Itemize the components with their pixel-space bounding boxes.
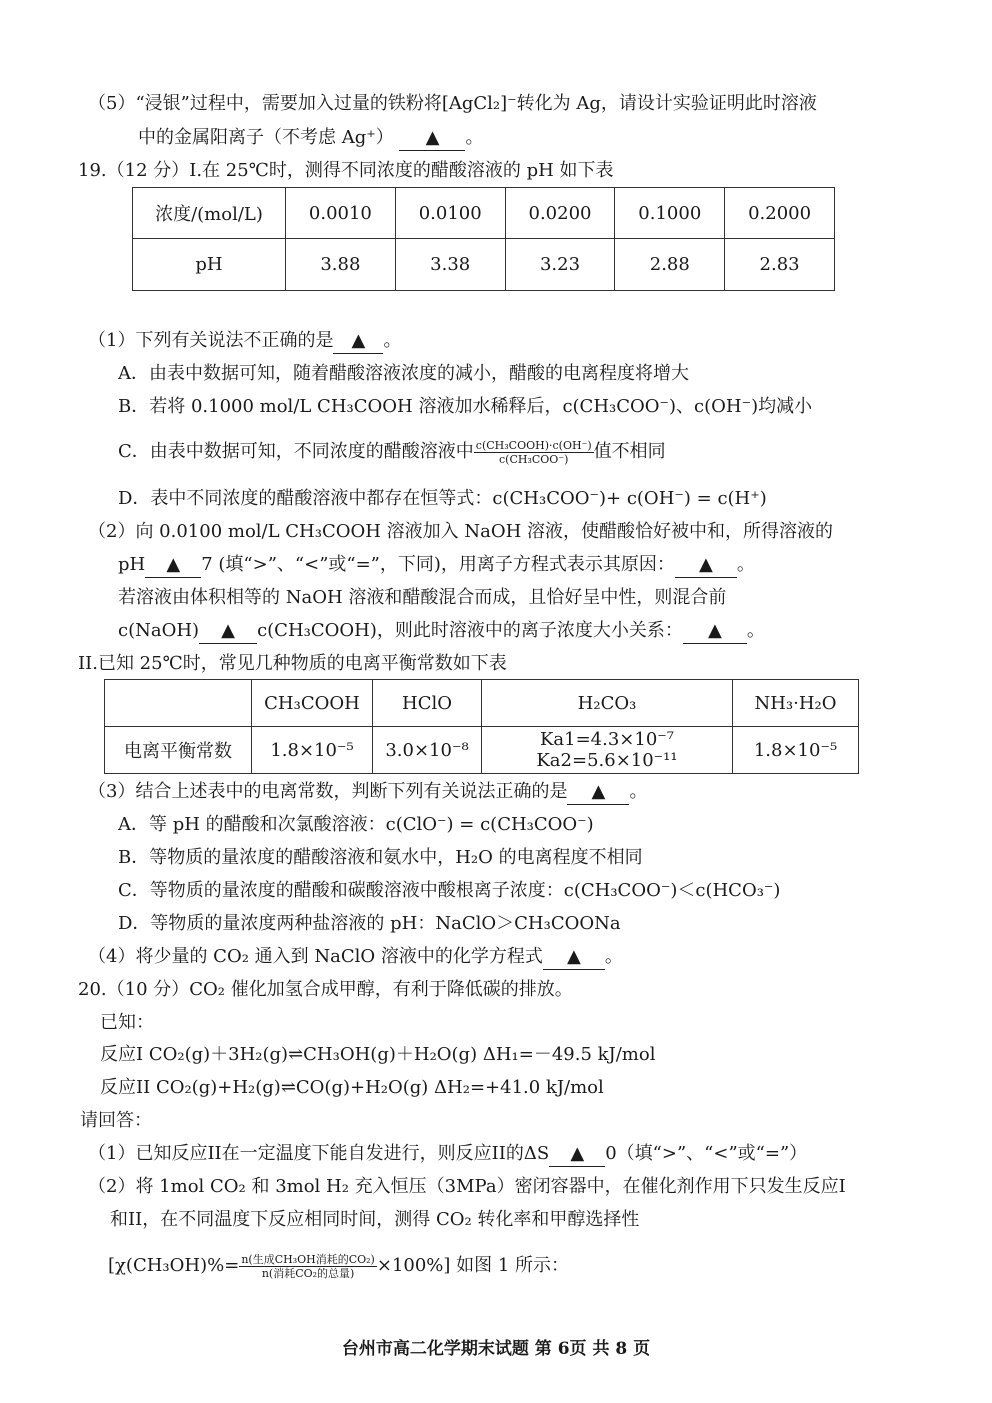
answer-blank[interactable]: ▲ xyxy=(683,619,747,644)
answer-blank[interactable]: ▲ xyxy=(399,126,465,151)
q19-2-text: c(CH₃COOH)，则此时溶液中的离子浓度大小关系： xyxy=(257,620,683,641)
answer-blank[interactable]: ▲ xyxy=(145,553,201,578)
option-c xyxy=(118,432,666,472)
stem-text: （3）结合上述表中的电离常数，判断下列有关说法正确的是 xyxy=(88,781,568,802)
q19-2-line2 xyxy=(118,553,755,578)
q18-5-line2 xyxy=(138,126,483,151)
q19-4-stem xyxy=(88,945,623,970)
option-b: B．若将 0.1000 mol/L CH₃COOH 溶液加水稀释后，c(CH₃COO⁻)、c(OH⁻)均减小 xyxy=(118,396,813,417)
answer-blank[interactable]: ▲ xyxy=(675,553,737,578)
table-cell: 0.0100 xyxy=(395,188,505,239)
option-c-tail: 值不相同 xyxy=(593,441,666,462)
answer-label: 请回答： xyxy=(80,1110,152,1131)
table-cell: 0.1000 xyxy=(615,188,725,239)
stem-text: （1）下列有关说法不正确的是 xyxy=(88,330,334,351)
ph-table xyxy=(132,187,835,291)
fraction-denominator: n(消耗CO₂的总量) xyxy=(261,1266,355,1280)
period: 。 xyxy=(465,127,484,148)
period: 。 xyxy=(736,554,755,575)
ionization-constant-table xyxy=(104,679,859,774)
selectivity-formula xyxy=(108,1246,569,1286)
option-c-text: C．由表中数据可知，不同浓度的醋酸溶液中 xyxy=(118,441,474,462)
stem-text: （4）将少量的 CO₂ 通入到 NaClO 溶液中的化学方程式 xyxy=(88,946,543,967)
table-row-label: 浓度/(mol/L) xyxy=(133,188,286,239)
q19-2-text: 7 (填“>”、“<”或“=”，下同)，用离子方程式表示其原因： xyxy=(201,554,675,575)
table-cell: 3.0×10⁻⁸ xyxy=(373,727,482,774)
formula-prefix: [χ(CH₃OH)%= xyxy=(108,1255,240,1276)
table-cell: 2.83 xyxy=(725,239,835,291)
q20-2-line2: 和II，在不同温度下反应相同时间，测得 CO₂ 转化率和甲醇选择性 xyxy=(110,1209,640,1230)
table-cell: 0.0010 xyxy=(286,188,396,239)
q19-2-line3: 若溶液由体积相等的 NaOH 溶液和醋酸混合而成，且恰好呈中性，则混合前 xyxy=(118,587,727,608)
q19-1-stem xyxy=(88,329,401,354)
q19-2-line4 xyxy=(118,619,765,644)
table-cell: 2.88 xyxy=(615,239,725,291)
formula-suffix: ×100%] 如图 1 所示： xyxy=(376,1255,570,1276)
reaction-2: 反应II CO₂(g)+H₂(g)⇌CO(g)+H₂O(g) ΔH₂=+41.0 kJ/mol xyxy=(100,1077,604,1098)
fraction-numerator: c(CH₃COOH)·c(OH⁻) xyxy=(475,438,592,452)
table-row-label: 电离平衡常数 xyxy=(105,727,252,774)
page-footer: 台州市高二化学期末试题 第 6页 共 8 页 xyxy=(341,1339,651,1359)
table-header: CH₃COOH xyxy=(252,680,373,727)
answer-blank[interactable]: ▲ xyxy=(333,329,383,354)
option-c: C．等物质的量浓度的醋酸和碳酸溶液中酸根离子浓度：c(CH₃COO⁻)＜c(HCO₃⁻) xyxy=(118,880,781,901)
ph-label: pH xyxy=(118,554,146,575)
q20-1-text: （1）已知反应II在一定温度下能自发进行，则反应II的ΔS xyxy=(88,1143,550,1164)
answer-blank[interactable]: ▲ xyxy=(543,945,605,970)
q20-1-tail: 0（填“>”、“<”或“=”） xyxy=(605,1143,808,1164)
answer-blank[interactable]: ▲ xyxy=(549,1142,605,1167)
table-cell: Ka1=4.3×10⁻⁷ Ka2=5.6×10⁻¹¹ xyxy=(482,727,733,774)
q19-3-stem xyxy=(88,780,647,805)
table-header xyxy=(105,680,252,727)
option-a: A．等 pH 的醋酸和次氯酸溶液：c(ClO⁻) = c(CH₃COO⁻) xyxy=(118,814,594,835)
table-cell: 3.23 xyxy=(505,239,615,291)
period: 。 xyxy=(604,946,623,967)
answer-blank[interactable]: ▲ xyxy=(199,619,257,644)
q19-header: 19.（12 分）I.在 25℃时，测得不同浓度的醋酸溶液的 pH 如下表 xyxy=(78,160,614,181)
table-cell: 3.38 xyxy=(395,239,505,291)
table-cell: 1.8×10⁻⁵ xyxy=(252,727,373,774)
q20-1 xyxy=(88,1142,807,1167)
reaction-1: 反应I CO₂(g)＋3H₂(g)⇌CH₃OH(g)＋H₂O(g) ΔH₁=－49.5 kJ/mol xyxy=(100,1044,656,1065)
option-d: D．等物质的量浓度两种盐溶液的 pH：NaClO＞CH₃COONa xyxy=(118,913,621,934)
fraction xyxy=(239,1253,377,1280)
table-cell: 0.0200 xyxy=(505,188,615,239)
q20-header: 20.（10 分）CO₂ 催化加氢合成甲醇，有利于降低碳的排放。 xyxy=(78,979,573,1000)
option-b: B．等物质的量浓度的醋酸溶液和氨水中，H₂O 的电离程度不相同 xyxy=(118,847,643,868)
option-a: A．由表中数据可知，随着醋酸溶液浓度的减小，醋酸的电离程度将增大 xyxy=(118,363,689,384)
known-label: 已知： xyxy=(100,1012,154,1033)
fraction xyxy=(474,439,594,466)
period: 。 xyxy=(383,330,402,351)
table-header: H₂CO₃ xyxy=(482,680,733,727)
q20-2-line1: （2）将 1mol CO₂ 和 3mol H₂ 充入恒压（3MPa）密闭容器中，在催化剂作用下只发生反应I xyxy=(88,1176,846,1197)
fraction-numerator: n(生成CH₃OH消耗的CO₂) xyxy=(241,1252,375,1266)
q19-2-line1: （2）向 0.0100 mol/L CH₃COOH 溶液加入 NaOH 溶液，使醋酸恰好被中和，所得溶液的 xyxy=(88,521,834,542)
period: 。 xyxy=(629,781,648,802)
table-cell: 0.2000 xyxy=(725,188,835,239)
table-cell: 1.8×10⁻⁵ xyxy=(733,727,859,774)
period: 。 xyxy=(746,620,765,641)
answer-blank[interactable]: ▲ xyxy=(567,780,629,805)
table-header: HClO xyxy=(373,680,482,727)
table-cell: 3.88 xyxy=(286,239,396,291)
q18-5-line2-text: 中的金属阳离子（不考虑 Ag⁺） xyxy=(138,127,394,148)
part2-header: II.已知 25℃时，常见几种物质的电离平衡常数如下表 xyxy=(78,653,507,674)
fraction-denominator: c(CH₃COO⁻) xyxy=(499,452,569,466)
q18-5-line1: （5）“浸银”过程中，需要加入过量的铁粉将[AgCl₂]⁻转化为 Ag，请设计实验证明此时溶液 xyxy=(88,93,817,114)
table-row-label: pH xyxy=(133,239,286,291)
c-naoh: c(NaOH) xyxy=(118,620,200,641)
option-d: D．表中不同浓度的醋酸溶液中都存在恒等式：c(CH₃COO⁻)+ c(OH⁻) = c(H⁺) xyxy=(118,488,767,509)
table-header: NH₃·H₂O xyxy=(733,680,859,727)
